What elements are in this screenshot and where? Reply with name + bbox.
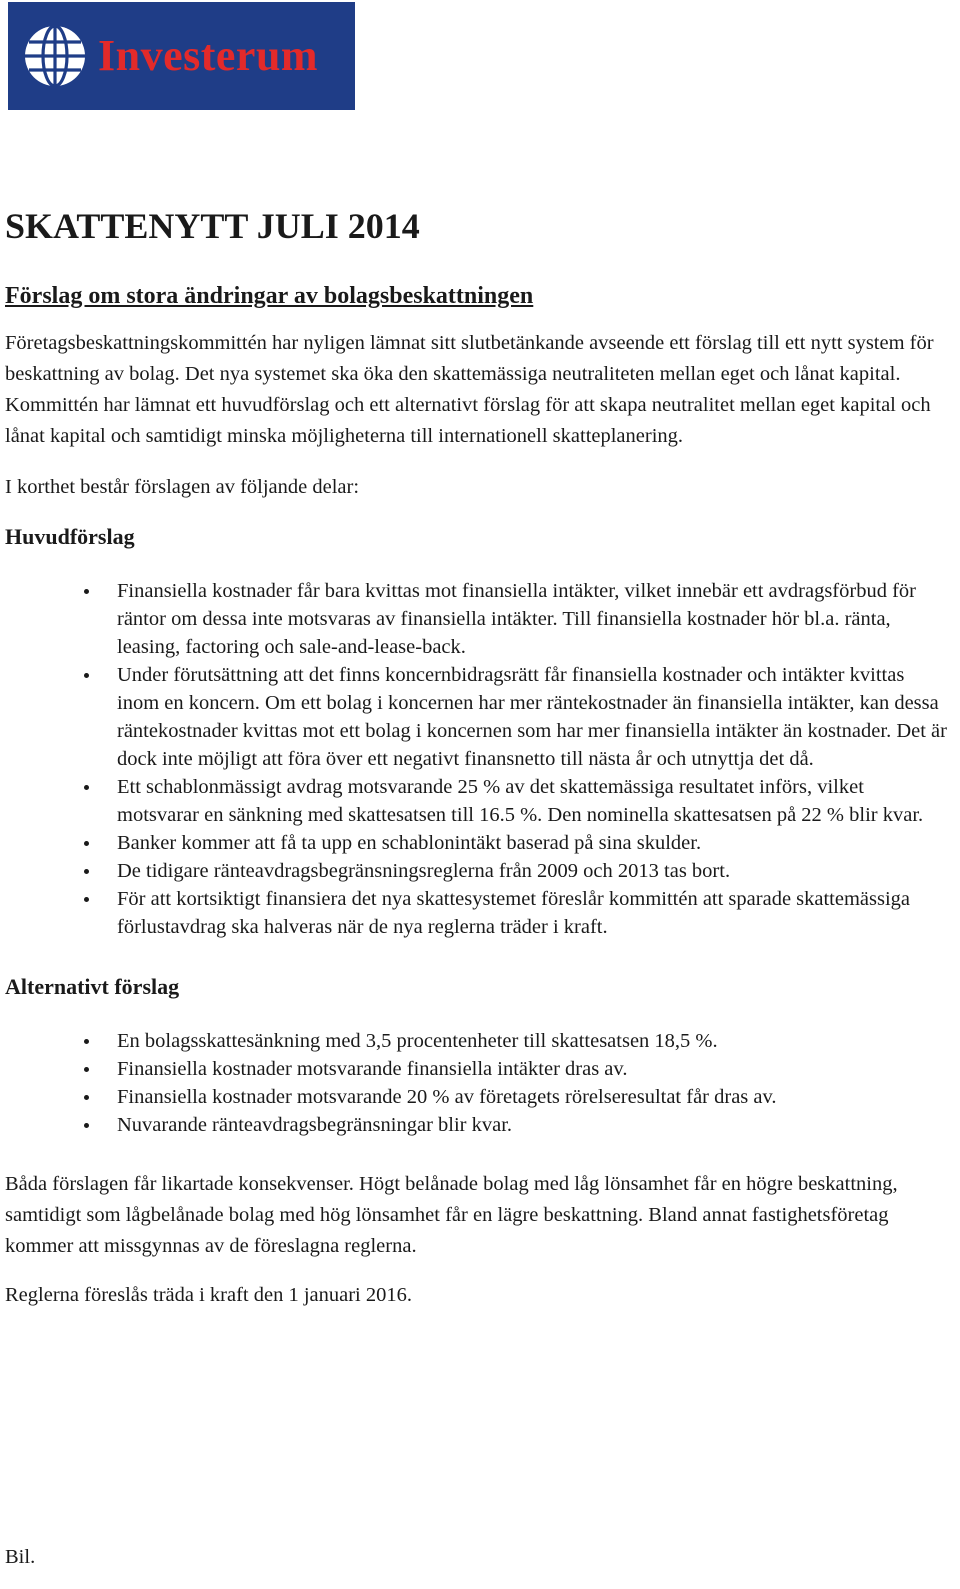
section-title: Förslag om stora ändringar av bolagsbeskattningen: [5, 283, 534, 309]
list-item: Finansiella kostnader får bara kvittas mot finansiella intäkter, vilket innebär ett avdragsförbud för räntor om dessa inte motsvaras av finansiella intäkter. Till finansiella kostnader hör bl.a. ränta, leasing, factoring och sale-and-lease-back.: [117, 577, 950, 661]
list-item: Under förutsättning att det finns koncernbidragsrätt får finansiella kostnader och intäkter kvittas inom en koncern. Om ett bolag i koncernen har mer räntekostnader än finansiella intäkter, kan dessa räntekostnader kvittas mot ett bolag i koncernen som har mer finansiella intäkter än kostnader. Det är dock inte möjligt att föra över ett negativt finansnetto till nästa år och utnyttja det då.: [117, 661, 950, 773]
main-proposal-heading: Huvudförslag: [5, 524, 135, 549]
effective-date-paragraph: Reglerna föreslås träda i kraft den 1 januari 2016.: [5, 1284, 412, 1306]
list-item: Ett schablonmässigt avdrag motsvarande 25 % av det skattemässiga resultatet införs, vilket motsvarar en sänkning med skattesatsen till 16.5 %. Den nominella skattesatsen på 22 % blir kvar.: [117, 773, 950, 829]
alternative-proposal-list: [5, 1027, 950, 1139]
document-body: [5, 200, 950, 1311]
alternative-proposal-heading: Alternativt förslag: [5, 974, 180, 999]
list-item: De tidigare ränteavdragsbegränsningsreglerna från 2009 och 2013 tas bort.: [117, 857, 950, 885]
logo-wordmark: Investerum: [98, 31, 319, 80]
conclusion-paragraph: Båda förslagen får likartade konsekvenser. Högt belånade bolag med låg lönsamhet får en högre beskattning, samtidigt som lågbelånade bolag med hög lönsamhet får en lägre beskattning. Bland annat fastighetsföretag kommer att missgynnas av de föreslagna reglerna.: [5, 1173, 898, 1257]
list-item: Nuvarande ränteavdragsbegränsningar blir kvar.: [117, 1111, 950, 1139]
list-item: Finansiella kostnader motsvarande 20 % av företagets rörelseresultat får dras av.: [117, 1083, 950, 1111]
summary-lead: I korthet består förslagen av följande delar:: [5, 476, 360, 498]
list-item: En bolagsskattesänkning med 3,5 procentenheter till skattesatsen 18,5 %.: [117, 1027, 950, 1055]
investerum-logo: [8, 2, 355, 110]
list-item: Banker kommer att få ta upp en schablonintäkt baserad på sina skulder.: [117, 829, 950, 857]
globe-icon: [20, 21, 90, 91]
list-item: Finansiella kostnader motsvarande finansiella intäkter dras av.: [117, 1055, 950, 1083]
document-title: SKATTENYTT JULI 2014: [5, 206, 420, 246]
list-item: För att kortsiktigt finansiera det nya skattesystemet föreslår kommittén att sparade skattemässiga förlustavdrag ska halveras när de nya reglerna träder i kraft.: [117, 885, 950, 941]
main-proposal-list: [5, 577, 950, 941]
footer-attachment-note: Bil.: [5, 1546, 36, 1568]
intro-paragraph: Företagsbeskattningskommittén har nyligen lämnat sitt slutbetänkande avseende ett förslag till ett nytt system för beskattning av bolag. Det nya systemet ska öka den skattemässiga neutraliteten mellan eget och lånat kapital. Kommittén har lämnat ett huvudförslag och ett alternativt förslag för att skapa neutralitet mellan eget kapital och lånat kapital och samtidigt minska möjligheterna till internationell skatteplanering.: [5, 332, 934, 447]
